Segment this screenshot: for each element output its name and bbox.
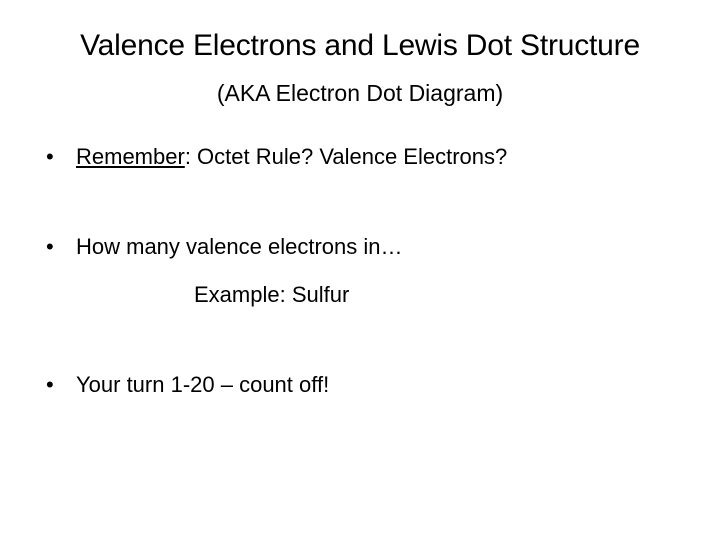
bullet-item-your-turn — [46, 370, 329, 400]
bullet-icon: • — [46, 372, 54, 397]
slide-subtitle: (AKA Electron Dot Diagram) — [216, 80, 504, 106]
bullet-subtext-example: Example: Sulfur — [194, 282, 350, 307]
bullet-item-valence-count — [46, 232, 402, 262]
bullet-underlined-label: Remember — [76, 144, 185, 169]
bullet-text: How many valence electrons in… — [76, 234, 403, 259]
bullet-item-remember — [46, 142, 507, 172]
bullet-icon: • — [46, 144, 54, 169]
slide-title: Valence Electrons and Lewis Dot Structure — [80, 29, 640, 62]
bullet-icon: • — [46, 234, 54, 259]
bullet-text: Your turn 1-20 – count off! — [76, 372, 330, 397]
bullet-text: : Octet Rule? Valence Electrons? — [184, 144, 508, 169]
